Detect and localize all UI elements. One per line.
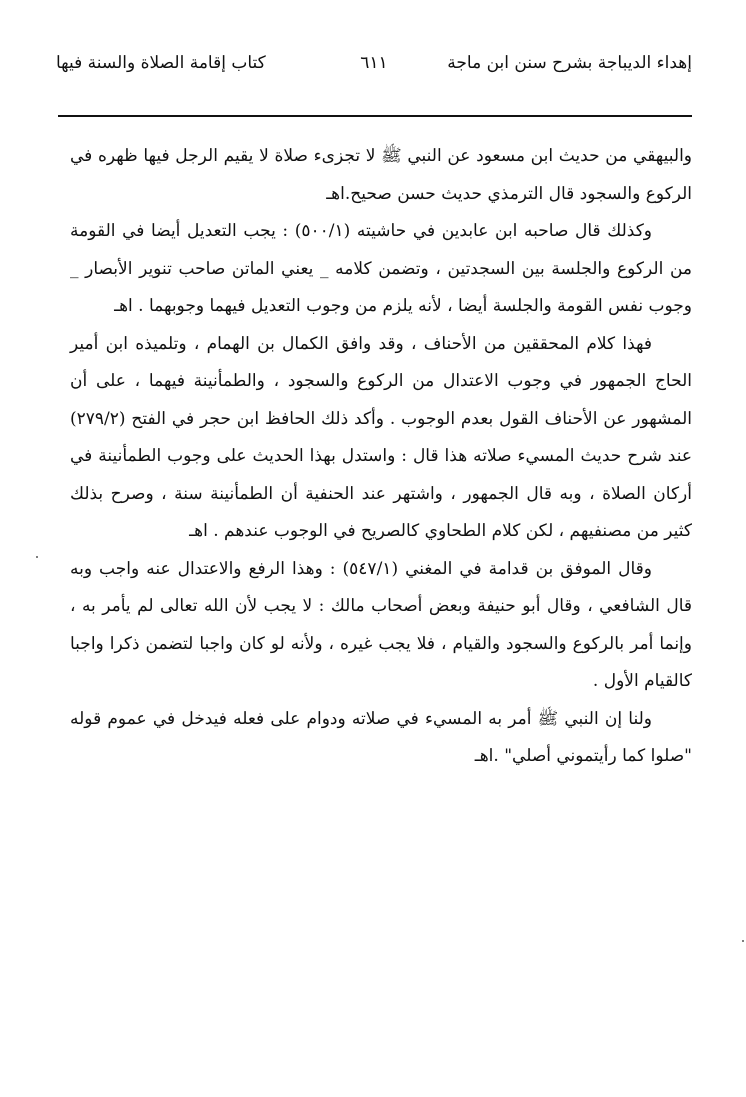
chapter-title: كتاب إقامة الصلاة والسنة فيها xyxy=(56,53,266,73)
scan-speck xyxy=(36,556,38,558)
body-text xyxy=(70,138,692,776)
paragraph: ولنا إن النبي ﷺ أمر به المسيء في صلاته ودوام على فعله فيدخل في عموم قوله "صلوا كما رأيتموني أصلي" .اهـ xyxy=(70,708,692,766)
book-title: إهداء الديباجة بشرح سنن ابن ماجة xyxy=(447,53,692,73)
page-header xyxy=(56,46,692,80)
page-number: ٦١١ xyxy=(360,53,388,73)
paragraph: فهذا كلام المحققين من الأحناف ، وقد وافق الكمال بن الهمام ، وتلميذه ابن أمير الحاج الجمهور في وجوب الاعتدال من الركوع والسجود ، والطمأنينة فيهما ، على أن المشهور عن الأحناف القول بعدم الوجوب . وأكد ذلك الحافظ ابن حجر في الفتح (٢٧٩/٢) عند شرح حديث المسيء صلاته هذا قال : واستدل بهذا الحديث على وجوب الطمأنينة في أركان الصلاة ، وبه قال الجمهور ، واشتهر عند الحنفية أن الطمأنينة سنة ، وصرح بذلك كثير من مصنفيهم ، لكن كلام الطحاوي كالصريح في الوجوب عندهم . اهـ xyxy=(70,333,692,541)
paragraph: وكذلك قال صاحبه ابن عابدين في حاشيته (٥٠٠/١) : يجب التعديل أيضا في القومة من الركوع والجلسة بين السجدتين ، وتضمن كلامه _ يعني الماتن صاحب تنوير الأبصار _ وجوب نفس القومة والجلسة أيضا ، لأنه يلزم من وجوب التعديل فيهما وجوبهما . اهـ xyxy=(70,221,692,316)
header-divider xyxy=(58,115,692,117)
paragraph: والبيهقي من حديث ابن مسعود عن النبي ﷺ لا تجزىء صلاة لا يقيم الرجل فيها ظهره في الركوع والسجود قال الترمذي حديث حسن صحيح.اهـ xyxy=(70,146,692,204)
paragraph: وقال الموفق بن قدامة في المغني (٥٤٧/١) : وهذا الرفع والاعتدال عنه واجب وبه قال الشافعي ، وقال أبو حنيفة وبعض أصحاب مالك : لا يجب لأن الله تعالى لم يأمر به ، وإنما أمر بالركوع والسجود والقيام ، فلا يجب غيره ، ولأنه لو كان واجبا لتضمن ذكرا واجبا كالقيام الأول . xyxy=(70,558,692,691)
scan-speck xyxy=(742,940,744,942)
